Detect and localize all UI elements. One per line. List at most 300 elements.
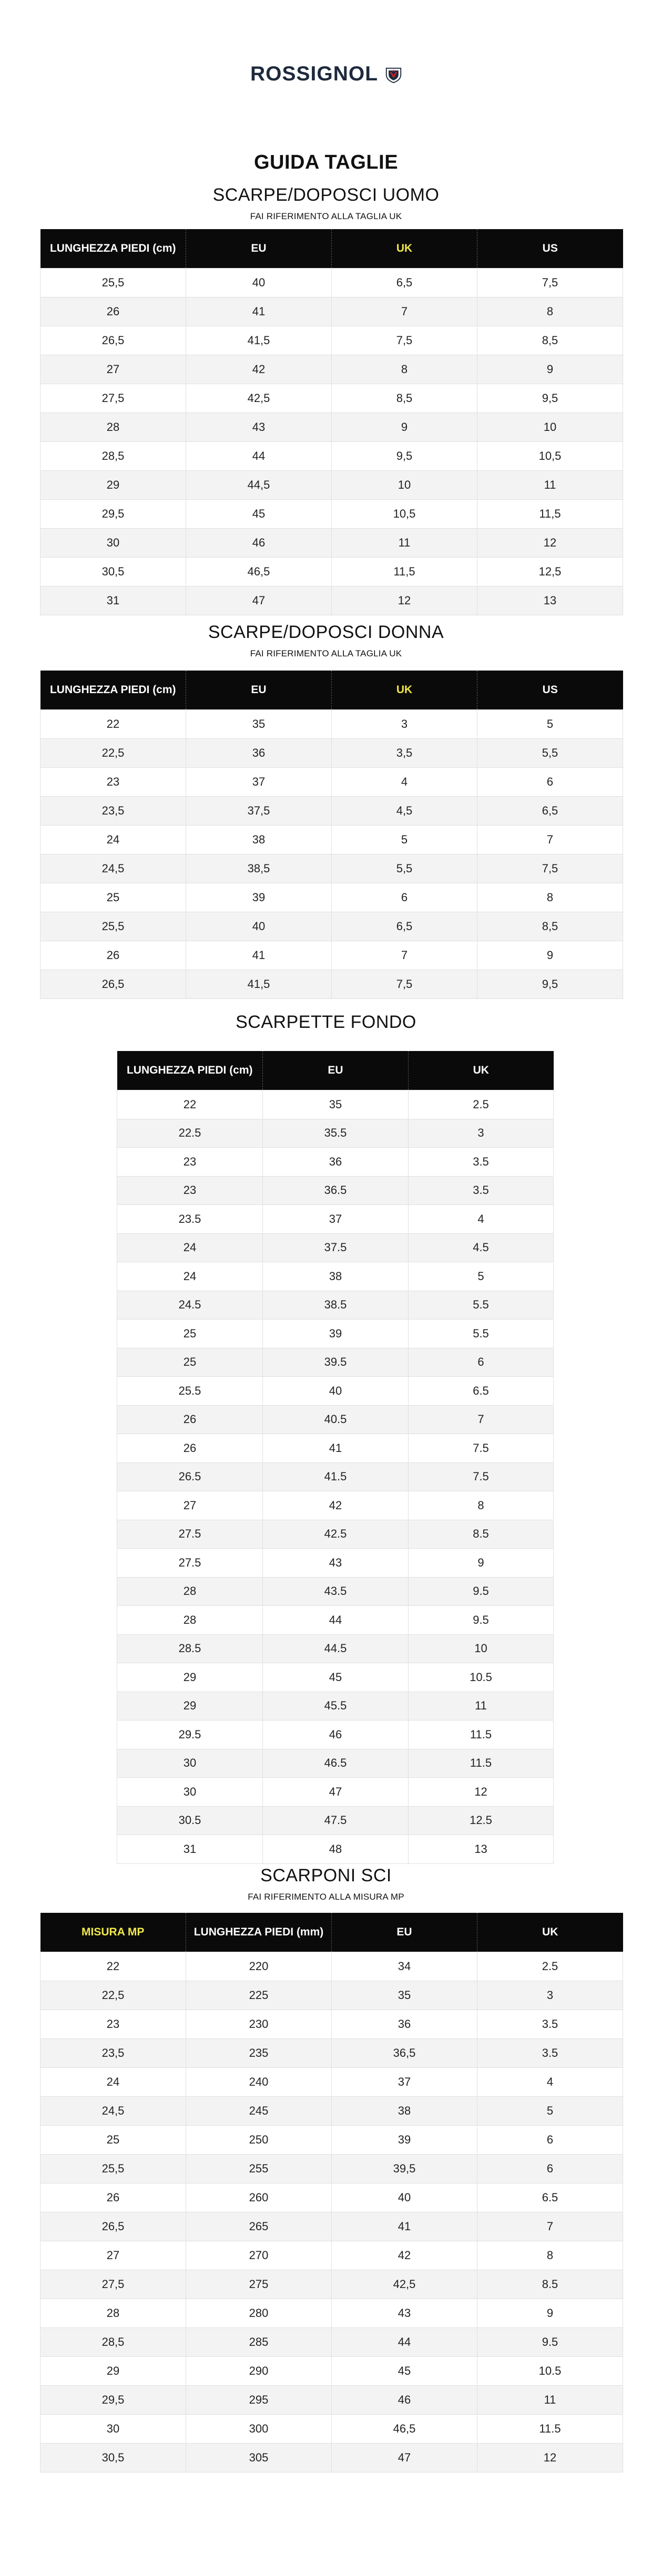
page-title: GUIDA TAGLIE <box>253 151 399 173</box>
table-row <box>40 2010 623 2039</box>
table-cell: 30,5 <box>40 2444 186 2472</box>
table-cell: 3.5 <box>409 1148 554 1177</box>
table-cell: 13 <box>409 1835 554 1864</box>
table-cell: 22 <box>40 1952 186 1981</box>
table-row <box>40 797 623 826</box>
table-cell: 8 <box>477 883 623 912</box>
table-cell: 40.5 <box>263 1405 409 1434</box>
header-eu: EU <box>332 1913 477 1952</box>
table-row <box>40 384 623 413</box>
table-cell: 43 <box>186 413 332 442</box>
table-cell: 44.5 <box>263 1634 409 1663</box>
table-cell: 28,5 <box>40 442 186 471</box>
table-cell: 2.5 <box>409 1090 554 1119</box>
table-row <box>40 710 623 739</box>
table-cell: 9,5 <box>477 970 623 999</box>
table-cell: 30,5 <box>40 558 186 586</box>
table-cell: 37 <box>186 768 332 797</box>
table-cell: 8.5 <box>477 2270 623 2299</box>
table-header-row <box>40 1913 623 1952</box>
table-cell: 25 <box>40 883 186 912</box>
table-cell: 44,5 <box>186 471 332 500</box>
table-cell: 47 <box>186 586 332 615</box>
table-cell: 39,5 <box>332 2155 477 2183</box>
table-cell: 3 <box>332 710 477 739</box>
header-foot-length: LUNGHEZZA PIEDI (cm) <box>40 671 186 710</box>
header-us: US <box>477 229 623 269</box>
table-row <box>40 854 623 883</box>
table-cell: 46 <box>332 2386 477 2415</box>
table-cell: 29.5 <box>117 1720 263 1749</box>
table-cell: 24 <box>117 1262 263 1291</box>
table-cell: 37,5 <box>186 797 332 826</box>
table-cell: 36,5 <box>332 2039 477 2068</box>
table-cell: 5 <box>477 2097 623 2126</box>
table-cell: 26 <box>40 297 186 326</box>
table-cell: 300 <box>186 2415 332 2444</box>
table-row <box>40 739 623 768</box>
table-cell: 37 <box>263 1205 409 1234</box>
table-row <box>40 442 623 471</box>
table-row <box>117 1462 554 1491</box>
section-title-donna: SCARPE/DOPOSCI DONNA <box>208 622 444 642</box>
table-cell: 23,5 <box>40 797 186 826</box>
table-cell: 11.5 <box>409 1749 554 1778</box>
table-cell: 9 <box>477 941 623 970</box>
table-cell: 2.5 <box>477 1952 623 1981</box>
table-cell: 8 <box>332 355 477 384</box>
table-row <box>117 1577 554 1606</box>
table-cell: 255 <box>186 2155 332 2183</box>
table-cell: 47 <box>263 1778 409 1807</box>
table-cell: 26,5 <box>40 326 186 355</box>
table-cell: 37 <box>332 2068 477 2097</box>
table-cell: 41 <box>263 1434 409 1463</box>
table-row <box>40 529 623 558</box>
table-header-row <box>40 229 623 269</box>
table-cell: 43.5 <box>263 1577 409 1606</box>
table-cell: 4,5 <box>332 797 477 826</box>
table-cell: 25 <box>40 2126 186 2155</box>
table-cell: 27,5 <box>40 2270 186 2299</box>
table-cell: 9 <box>477 2299 623 2328</box>
table-row <box>117 1205 554 1234</box>
table-cell: 26 <box>117 1405 263 1434</box>
table-cell: 41,5 <box>186 970 332 999</box>
table-row <box>117 1692 554 1720</box>
table-cell: 25 <box>117 1320 263 1348</box>
table-cell: 40 <box>186 269 332 297</box>
table-row <box>40 586 623 615</box>
table-cell: 22 <box>40 710 186 739</box>
table-cell: 30 <box>40 529 186 558</box>
table-row <box>40 2097 623 2126</box>
table-row <box>117 1291 554 1320</box>
table-row <box>40 912 623 941</box>
table-cell: 6.5 <box>409 1377 554 1406</box>
table-row <box>117 1320 554 1348</box>
table-cell: 34 <box>332 1952 477 1981</box>
table-cell: 24 <box>117 1233 263 1262</box>
header-uk: UK <box>409 1051 554 1090</box>
table-cell: 7.5 <box>409 1434 554 1463</box>
header-foot-length: LUNGHEZZA PIEDI (mm) <box>186 1913 332 1952</box>
table-cell: 10,5 <box>332 500 477 529</box>
section-subtitle-uomo: FAI RIFERIMENTO ALLA TAGLIA UK <box>250 211 402 221</box>
table-cell: 38,5 <box>186 854 332 883</box>
table-body <box>40 710 623 999</box>
table-cell: 3 <box>477 1981 623 2010</box>
table-cell: 39 <box>263 1320 409 1348</box>
header-eu: EU <box>186 229 332 269</box>
table-cell: 11.5 <box>477 2415 623 2444</box>
table-cell: 22,5 <box>40 739 186 768</box>
table-cell: 41 <box>186 297 332 326</box>
table-row <box>40 2386 623 2415</box>
table-cell: 3 <box>409 1119 554 1148</box>
table-cell: 30.5 <box>117 1806 263 1835</box>
table-row <box>117 1835 554 1864</box>
table-row <box>40 558 623 586</box>
table-cell: 30 <box>40 2415 186 2444</box>
header-eu: EU <box>263 1051 409 1090</box>
table-row <box>117 1549 554 1578</box>
table-cell: 24.5 <box>117 1291 263 1320</box>
table-body <box>117 1090 554 1864</box>
table-cell: 7 <box>477 826 623 854</box>
table-cell: 285 <box>186 2328 332 2357</box>
table-cell: 10 <box>477 413 623 442</box>
table-cell: 295 <box>186 2386 332 2415</box>
table-row <box>40 2270 623 2299</box>
table-row <box>40 355 623 384</box>
table-cell: 38.5 <box>263 1291 409 1320</box>
table-cell: 28.5 <box>117 1634 263 1663</box>
section-subtitle-sci: FAI RIFERIMENTO ALLA MISURA MP <box>248 1892 404 1902</box>
table-cell: 5,5 <box>477 739 623 768</box>
table-cell: 11 <box>409 1692 554 1720</box>
table-header-row <box>117 1051 554 1090</box>
table-cell: 30 <box>117 1749 263 1778</box>
table-cell: 12 <box>332 586 477 615</box>
table-cell: 280 <box>186 2299 332 2328</box>
table-cell: 44 <box>263 1606 409 1635</box>
table-row <box>40 297 623 326</box>
table-cell: 7,5 <box>477 269 623 297</box>
table-cell: 23,5 <box>40 2039 186 2068</box>
table-cell: 11 <box>477 2386 623 2415</box>
header-us: US <box>477 671 623 710</box>
table-cell: 26 <box>40 2183 186 2212</box>
header-uk: UK <box>332 671 477 710</box>
table-cell: 27 <box>40 2241 186 2270</box>
table-row <box>40 826 623 854</box>
table-cell: 42 <box>332 2241 477 2270</box>
table-row <box>40 326 623 355</box>
table-cell: 12 <box>409 1778 554 1807</box>
table-row <box>40 471 623 500</box>
table-cell: 9.5 <box>477 2328 623 2357</box>
rossignol-rooster-icon <box>384 59 403 89</box>
table-cell: 40 <box>263 1377 409 1406</box>
table-cell: 25.5 <box>117 1377 263 1406</box>
table-cell: 8 <box>477 2241 623 2270</box>
table-row <box>40 883 623 912</box>
section-title-uomo: SCARPE/DOPOSCI UOMO <box>212 185 440 205</box>
table-row <box>117 1778 554 1807</box>
table-cell: 36 <box>186 739 332 768</box>
table-cell: 220 <box>186 1952 332 1981</box>
table-cell: 6 <box>477 768 623 797</box>
table-cell: 11 <box>332 529 477 558</box>
table-cell: 8,5 <box>332 384 477 413</box>
table-row <box>117 1634 554 1663</box>
header-mp-size: MISURA MP <box>40 1913 186 1952</box>
table-cell: 25,5 <box>40 2155 186 2183</box>
table-cell: 245 <box>186 2097 332 2126</box>
table-cell: 6 <box>477 2155 623 2183</box>
table-cell: 26 <box>40 941 186 970</box>
table-cell: 42.5 <box>263 1520 409 1549</box>
table-row <box>40 768 623 797</box>
table-row <box>40 2068 623 2097</box>
table-row <box>117 1520 554 1549</box>
table-cell: 41,5 <box>186 326 332 355</box>
table-cell: 5 <box>477 710 623 739</box>
table-cell: 7 <box>409 1405 554 1434</box>
table-cell: 12.5 <box>409 1806 554 1835</box>
table-cell: 7 <box>332 941 477 970</box>
table-cell: 29 <box>117 1692 263 1720</box>
table-cell: 29 <box>40 2357 186 2386</box>
table-cell: 23 <box>40 2010 186 2039</box>
table-cell: 27 <box>40 355 186 384</box>
table-cell: 6 <box>409 1348 554 1377</box>
table-cell: 43 <box>332 2299 477 2328</box>
table-cell: 41 <box>332 2212 477 2241</box>
table-cell: 28 <box>117 1606 263 1635</box>
table-cell: 6 <box>477 2126 623 2155</box>
table-cell: 7,5 <box>332 326 477 355</box>
table-cell: 22.5 <box>117 1119 263 1148</box>
table-cell: 5.5 <box>409 1320 554 1348</box>
table-cell: 41 <box>186 941 332 970</box>
table-cell: 40 <box>186 912 332 941</box>
table-row <box>117 1090 554 1119</box>
table-cell: 8,5 <box>477 912 623 941</box>
table-cell: 46 <box>263 1720 409 1749</box>
size-table-uomo <box>40 229 623 615</box>
table-cell: 40 <box>332 2183 477 2212</box>
table-cell: 36 <box>263 1148 409 1177</box>
table-row <box>40 2039 623 2068</box>
table-cell: 46,5 <box>332 2415 477 2444</box>
table-cell: 11 <box>477 471 623 500</box>
brand-logo <box>250 57 403 91</box>
table-body <box>40 269 623 615</box>
table-cell: 46.5 <box>263 1749 409 1778</box>
table-cell: 25,5 <box>40 269 186 297</box>
table-cell: 31 <box>117 1835 263 1864</box>
table-cell: 38 <box>332 2097 477 2126</box>
table-cell: 42,5 <box>186 384 332 413</box>
table-cell: 11,5 <box>332 558 477 586</box>
table-cell: 5,5 <box>332 854 477 883</box>
table-cell: 27.5 <box>117 1549 263 1578</box>
table-cell: 5.5 <box>409 1291 554 1320</box>
table-cell: 6 <box>332 883 477 912</box>
table-cell: 10.5 <box>477 2357 623 2386</box>
table-row <box>117 1377 554 1406</box>
table-cell: 7 <box>332 297 477 326</box>
table-row <box>40 2415 623 2444</box>
table-cell: 8,5 <box>477 326 623 355</box>
table-cell: 27 <box>117 1491 263 1520</box>
table-cell: 44 <box>186 442 332 471</box>
table-cell: 8.5 <box>409 1520 554 1549</box>
table-cell: 230 <box>186 2010 332 2039</box>
table-cell: 5 <box>409 1262 554 1291</box>
table-cell: 28 <box>117 1577 263 1606</box>
table-row <box>117 1606 554 1635</box>
header-eu: EU <box>186 671 332 710</box>
table-cell: 10 <box>409 1634 554 1663</box>
table-cell: 29,5 <box>40 2386 186 2415</box>
table-cell: 11.5 <box>409 1720 554 1749</box>
table-cell: 7,5 <box>477 854 623 883</box>
table-row <box>40 970 623 999</box>
table-cell: 29,5 <box>40 500 186 529</box>
table-cell: 12 <box>477 2444 623 2472</box>
table-header-row <box>40 671 623 710</box>
table-cell: 37.5 <box>263 1233 409 1262</box>
size-table-fondo <box>117 1051 554 1864</box>
table-cell: 29 <box>117 1663 263 1692</box>
table-row <box>117 1491 554 1520</box>
table-cell: 6,5 <box>332 269 477 297</box>
size-table-donna <box>40 671 623 999</box>
table-cell: 35.5 <box>263 1119 409 1148</box>
table-cell: 270 <box>186 2241 332 2270</box>
table-cell: 9.5 <box>409 1577 554 1606</box>
table-cell: 23 <box>40 768 186 797</box>
table-row <box>117 1720 554 1749</box>
table-row <box>40 1981 623 2010</box>
table-row <box>117 1405 554 1434</box>
table-row <box>117 1233 554 1262</box>
table-cell: 46,5 <box>186 558 332 586</box>
table-cell: 9,5 <box>477 384 623 413</box>
table-cell: 39.5 <box>263 1348 409 1377</box>
table-row <box>117 1148 554 1177</box>
table-cell: 235 <box>186 2039 332 2068</box>
table-cell: 45 <box>332 2357 477 2386</box>
table-cell: 8 <box>477 297 623 326</box>
size-table-sci <box>40 1913 623 2472</box>
table-cell: 9 <box>332 413 477 442</box>
table-row <box>40 2299 623 2328</box>
table-cell: 250 <box>186 2126 332 2155</box>
table-cell: 9 <box>409 1549 554 1578</box>
table-cell: 3.5 <box>477 2010 623 2039</box>
table-cell: 4 <box>477 2068 623 2097</box>
table-cell: 24,5 <box>40 854 186 883</box>
table-cell: 38 <box>186 826 332 854</box>
table-row <box>117 1119 554 1148</box>
table-cell: 47.5 <box>263 1806 409 1835</box>
table-cell: 31 <box>40 586 186 615</box>
table-cell: 35 <box>263 1090 409 1119</box>
table-cell: 36 <box>332 2010 477 2039</box>
table-cell: 9.5 <box>409 1606 554 1635</box>
table-row <box>40 2183 623 2212</box>
table-cell: 7.5 <box>409 1462 554 1491</box>
table-row <box>117 1749 554 1778</box>
table-cell: 305 <box>186 2444 332 2472</box>
table-cell: 39 <box>186 883 332 912</box>
table-cell: 29 <box>40 471 186 500</box>
table-cell: 3,5 <box>332 739 477 768</box>
table-cell: 225 <box>186 1981 332 2010</box>
table-row <box>40 269 623 297</box>
table-cell: 46 <box>186 529 332 558</box>
table-row <box>117 1262 554 1291</box>
table-cell: 9 <box>477 355 623 384</box>
table-cell: 25,5 <box>40 912 186 941</box>
table-row <box>117 1663 554 1692</box>
table-row <box>40 2357 623 2386</box>
table-cell: 10,5 <box>477 442 623 471</box>
table-cell: 45 <box>186 500 332 529</box>
table-row <box>40 2241 623 2270</box>
table-cell: 42 <box>263 1491 409 1520</box>
table-cell: 27,5 <box>40 384 186 413</box>
section-title-sci: SCARPONI SCI <box>260 1866 392 1885</box>
table-cell: 22 <box>117 1090 263 1119</box>
table-cell: 7,5 <box>332 970 477 999</box>
table-body <box>40 1952 623 2472</box>
table-cell: 42 <box>186 355 332 384</box>
section-subtitle-donna: FAI RIFERIMENTO ALLA TAGLIA UK <box>250 648 402 658</box>
table-cell: 43 <box>263 1549 409 1578</box>
table-cell: 24 <box>40 2068 186 2097</box>
header-uk: UK <box>477 1913 623 1952</box>
table-row <box>40 1952 623 1981</box>
table-cell: 10.5 <box>409 1663 554 1692</box>
table-cell: 22,5 <box>40 1981 186 2010</box>
table-cell: 265 <box>186 2212 332 2241</box>
table-cell: 3.5 <box>477 2039 623 2068</box>
table-cell: 6,5 <box>477 797 623 826</box>
table-cell: 39 <box>332 2126 477 2155</box>
table-cell: 12 <box>477 529 623 558</box>
table-cell: 28 <box>40 413 186 442</box>
table-row <box>40 2444 623 2472</box>
table-cell: 42,5 <box>332 2270 477 2299</box>
table-cell: 7 <box>477 2212 623 2241</box>
brand-name: ROSSIGNOL <box>250 63 379 85</box>
table-row <box>40 2328 623 2357</box>
table-cell: 9,5 <box>332 442 477 471</box>
table-cell: 30 <box>117 1778 263 1807</box>
table-cell: 25 <box>117 1348 263 1377</box>
table-row <box>117 1806 554 1835</box>
header-foot-length: LUNGHEZZA PIEDI (cm) <box>117 1051 263 1090</box>
table-row <box>40 941 623 970</box>
table-row <box>40 2126 623 2155</box>
table-cell: 275 <box>186 2270 332 2299</box>
table-cell: 45.5 <box>263 1692 409 1720</box>
